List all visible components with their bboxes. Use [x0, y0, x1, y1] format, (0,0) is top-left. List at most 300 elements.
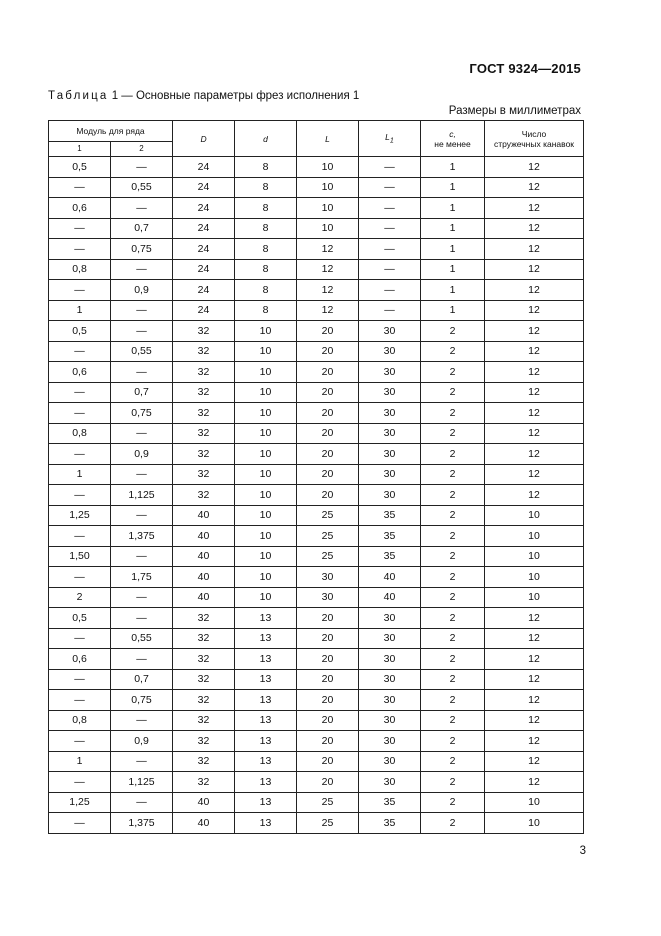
cell-d: 8 [235, 198, 297, 219]
cell-c: 2 [421, 485, 485, 506]
cell-L: 20 [297, 608, 359, 629]
cell-module-row1: 1 [49, 300, 111, 321]
cell-grooves: 12 [485, 485, 584, 506]
cell-L1: 30 [359, 403, 421, 424]
cell-L: 20 [297, 690, 359, 711]
table-row [49, 669, 584, 690]
cell-L: 20 [297, 628, 359, 649]
cell-L1: 35 [359, 526, 421, 547]
cell-c: 1 [421, 280, 485, 301]
cell-D: 24 [173, 218, 235, 239]
cell-grooves: 12 [485, 669, 584, 690]
cell-grooves: 12 [485, 751, 584, 772]
cell-D: 32 [173, 608, 235, 629]
cell-module-row1: — [49, 239, 111, 260]
cell-d: 10 [235, 485, 297, 506]
cell-module-row2: — [111, 649, 173, 670]
cell-module-row1: 0,8 [49, 710, 111, 731]
cell-d: 13 [235, 751, 297, 772]
table-row [49, 628, 584, 649]
table-row [49, 587, 584, 608]
cell-module-row2: 0,55 [111, 177, 173, 198]
col-header-D: D [173, 121, 235, 157]
table-row [49, 423, 584, 444]
cell-grooves: 12 [485, 608, 584, 629]
cell-c: 2 [421, 382, 485, 403]
cell-D: 32 [173, 731, 235, 752]
cell-grooves: 12 [485, 280, 584, 301]
table-row [49, 690, 584, 711]
cell-d: 10 [235, 403, 297, 424]
cell-grooves: 12 [485, 423, 584, 444]
cell-module-row2: — [111, 751, 173, 772]
table-row [49, 403, 584, 424]
cell-D: 32 [173, 628, 235, 649]
table-row [49, 567, 584, 588]
cell-d: 10 [235, 341, 297, 362]
cell-d: 8 [235, 259, 297, 280]
cell-module-row2: — [111, 423, 173, 444]
cell-c: 2 [421, 669, 485, 690]
cell-L1: — [359, 198, 421, 219]
cell-L: 20 [297, 649, 359, 670]
cell-L1: 30 [359, 362, 421, 383]
cell-d: 8 [235, 280, 297, 301]
cell-L: 20 [297, 751, 359, 772]
cell-module-row1: 0,6 [49, 362, 111, 383]
table-caption [48, 90, 359, 102]
table-row [49, 751, 584, 772]
cell-c: 2 [421, 731, 485, 752]
cell-L: 10 [297, 157, 359, 178]
cell-L1: — [359, 259, 421, 280]
cell-L1: — [359, 157, 421, 178]
cell-D: 32 [173, 669, 235, 690]
table-row [49, 526, 584, 547]
cell-module-row2: — [111, 321, 173, 342]
cell-c: 1 [421, 157, 485, 178]
cell-module-row2: — [111, 198, 173, 219]
cell-D: 40 [173, 546, 235, 567]
cell-D: 32 [173, 321, 235, 342]
cell-L1: — [359, 177, 421, 198]
cell-L: 20 [297, 731, 359, 752]
cell-c: 2 [421, 403, 485, 424]
cell-d: 13 [235, 731, 297, 752]
cell-c: 2 [421, 792, 485, 813]
col-header-grooves-line2: стружечных канавок [494, 138, 575, 149]
cell-c: 1 [421, 300, 485, 321]
cell-D: 24 [173, 157, 235, 178]
cell-d: 10 [235, 464, 297, 485]
cell-d: 10 [235, 587, 297, 608]
cell-L1: 30 [359, 628, 421, 649]
cell-module-row1: 1,50 [49, 546, 111, 567]
cell-grooves: 12 [485, 218, 584, 239]
cell-module-row1: 0,8 [49, 423, 111, 444]
cell-c: 2 [421, 362, 485, 383]
cell-c: 1 [421, 198, 485, 219]
cell-module-row1: — [49, 218, 111, 239]
cell-L: 25 [297, 792, 359, 813]
cell-module-row1: — [49, 485, 111, 506]
cell-grooves: 12 [485, 772, 584, 793]
cell-d: 8 [235, 157, 297, 178]
cell-grooves: 12 [485, 690, 584, 711]
cell-c: 2 [421, 546, 485, 567]
col-header-grooves [485, 121, 584, 157]
cell-module-row2: 0,75 [111, 239, 173, 260]
cell-grooves: 10 [485, 587, 584, 608]
table-row [49, 772, 584, 793]
cell-c: 2 [421, 423, 485, 444]
col-header-L1-sub: 1 [389, 136, 394, 145]
cell-L1: 30 [359, 731, 421, 752]
cell-c: 2 [421, 628, 485, 649]
cell-L1: 30 [359, 751, 421, 772]
col-header-c [421, 121, 485, 157]
cell-c: 2 [421, 464, 485, 485]
cell-c: 1 [421, 218, 485, 239]
cell-grooves: 12 [485, 444, 584, 465]
cell-module-row1: — [49, 382, 111, 403]
cell-grooves: 12 [485, 628, 584, 649]
cell-module-row1: — [49, 526, 111, 547]
cell-L1: — [359, 300, 421, 321]
page-number: 3 [579, 845, 586, 857]
cell-grooves: 12 [485, 198, 584, 219]
cell-grooves: 12 [485, 157, 584, 178]
cell-module-row1: — [49, 444, 111, 465]
cell-D: 24 [173, 239, 235, 260]
cell-L1: 35 [359, 792, 421, 813]
cell-D: 24 [173, 280, 235, 301]
cell-L1: 30 [359, 649, 421, 670]
cell-L1: — [359, 218, 421, 239]
cell-grooves: 12 [485, 382, 584, 403]
cell-module-row1: 0,6 [49, 649, 111, 670]
cell-L1: 30 [359, 321, 421, 342]
cell-d: 10 [235, 362, 297, 383]
table-row [49, 444, 584, 465]
cell-module-row1: — [49, 813, 111, 834]
cell-d: 13 [235, 669, 297, 690]
cell-L: 20 [297, 362, 359, 383]
table-row [49, 198, 584, 219]
cell-module-row2: 0,9 [111, 731, 173, 752]
table-row [49, 218, 584, 239]
cell-grooves: 10 [485, 567, 584, 588]
cell-module-row1: 0,5 [49, 321, 111, 342]
cell-L1: 30 [359, 710, 421, 731]
table-row [49, 608, 584, 629]
cell-module-row2: — [111, 259, 173, 280]
cell-L: 10 [297, 177, 359, 198]
cell-L1: 30 [359, 341, 421, 362]
module-header: Модуль для ряда [49, 121, 173, 142]
cell-d: 10 [235, 505, 297, 526]
standard-code: ГОСТ 9324—2015 [469, 61, 581, 76]
cell-L: 30 [297, 567, 359, 588]
cell-grooves: 12 [485, 321, 584, 342]
cell-module-row1: — [49, 567, 111, 588]
cell-D: 32 [173, 649, 235, 670]
cell-L1: 30 [359, 690, 421, 711]
cell-L: 20 [297, 669, 359, 690]
cell-grooves: 12 [485, 710, 584, 731]
cell-D: 32 [173, 710, 235, 731]
cell-d: 13 [235, 690, 297, 711]
cell-L1: 30 [359, 669, 421, 690]
cell-L: 12 [297, 300, 359, 321]
cell-d: 8 [235, 300, 297, 321]
cell-d: 13 [235, 792, 297, 813]
col-header-L: L [297, 121, 359, 157]
cell-module-row1: — [49, 403, 111, 424]
table-row [49, 485, 584, 506]
parameters-table [48, 120, 584, 834]
cell-module-row2: — [111, 505, 173, 526]
cell-module-row1: — [49, 280, 111, 301]
cell-c: 2 [421, 751, 485, 772]
col-header-c-line2: не менее [434, 138, 471, 149]
cell-d: 10 [235, 321, 297, 342]
table-row [49, 649, 584, 670]
cell-module-row2: 1,75 [111, 567, 173, 588]
cell-module-row1: — [49, 690, 111, 711]
cell-module-row2: 0,7 [111, 382, 173, 403]
cell-c: 2 [421, 772, 485, 793]
cell-D: 32 [173, 362, 235, 383]
col-header-grooves-line1: Число [521, 128, 547, 139]
table-row [49, 239, 584, 260]
cell-grooves: 12 [485, 649, 584, 670]
cell-module-row1: 2 [49, 587, 111, 608]
cell-module-row2: 0,75 [111, 690, 173, 711]
cell-module-row1: — [49, 177, 111, 198]
table-row [49, 341, 584, 362]
table-row [49, 464, 584, 485]
cell-D: 40 [173, 526, 235, 547]
cell-D: 32 [173, 751, 235, 772]
cell-c: 2 [421, 608, 485, 629]
cell-D: 40 [173, 792, 235, 813]
table-row [49, 157, 584, 178]
cell-module-row1: 1 [49, 751, 111, 772]
cell-L: 25 [297, 546, 359, 567]
cell-grooves: 12 [485, 300, 584, 321]
cell-d: 13 [235, 608, 297, 629]
cell-D: 32 [173, 403, 235, 424]
units-note: Размеры в миллиметрах [448, 105, 581, 117]
cell-L1: 35 [359, 813, 421, 834]
cell-d: 10 [235, 423, 297, 444]
cell-D: 32 [173, 444, 235, 465]
cell-module-row2: 0,55 [111, 341, 173, 362]
cell-module-row2: — [111, 710, 173, 731]
table-row [49, 792, 584, 813]
cell-L: 20 [297, 403, 359, 424]
cell-grooves: 12 [485, 239, 584, 260]
cell-module-row2: 1,375 [111, 526, 173, 547]
cell-L1: 30 [359, 423, 421, 444]
cell-L1: — [359, 239, 421, 260]
cell-module-row1: — [49, 628, 111, 649]
cell-c: 2 [421, 444, 485, 465]
cell-module-row2: 1,375 [111, 813, 173, 834]
cell-d: 10 [235, 444, 297, 465]
cell-grooves: 10 [485, 505, 584, 526]
cell-d: 13 [235, 649, 297, 670]
table-row [49, 280, 584, 301]
cell-module-row2: 0,9 [111, 280, 173, 301]
cell-module-row2: — [111, 608, 173, 629]
cell-module-row2: 0,55 [111, 628, 173, 649]
cell-d: 10 [235, 546, 297, 567]
cell-grooves: 12 [485, 341, 584, 362]
cell-module-row1: 1,25 [49, 792, 111, 813]
cell-c: 2 [421, 505, 485, 526]
cell-L: 10 [297, 198, 359, 219]
cell-L: 25 [297, 813, 359, 834]
cell-L1: 30 [359, 382, 421, 403]
cell-c: 2 [421, 341, 485, 362]
cell-L1: 30 [359, 464, 421, 485]
cell-module-row2: 1,125 [111, 485, 173, 506]
cell-L1: 40 [359, 567, 421, 588]
cell-L: 20 [297, 772, 359, 793]
cell-module-row1: — [49, 341, 111, 362]
table-row [49, 813, 584, 834]
table-row [49, 321, 584, 342]
cell-L: 12 [297, 259, 359, 280]
cell-grooves: 10 [485, 792, 584, 813]
cell-module-row2: 0,75 [111, 403, 173, 424]
table-caption-text: 1 — Основные параметры фрез исполнения 1 [108, 90, 360, 102]
cell-grooves: 12 [485, 259, 584, 280]
table-body [49, 157, 584, 834]
cell-c: 1 [421, 239, 485, 260]
table-row [49, 300, 584, 321]
cell-module-row2: 0,9 [111, 444, 173, 465]
cell-d: 10 [235, 382, 297, 403]
table-row [49, 731, 584, 752]
cell-d: 10 [235, 567, 297, 588]
cell-L1: 40 [359, 587, 421, 608]
cell-module-row1: — [49, 669, 111, 690]
cell-L: 25 [297, 526, 359, 547]
cell-module-row1: 0,6 [49, 198, 111, 219]
cell-L1: 30 [359, 485, 421, 506]
cell-D: 32 [173, 464, 235, 485]
col-header-L1 [359, 121, 421, 157]
cell-module-row2: — [111, 464, 173, 485]
cell-D: 24 [173, 259, 235, 280]
cell-D: 24 [173, 198, 235, 219]
table-row [49, 505, 584, 526]
cell-module-row1: 0,5 [49, 608, 111, 629]
cell-D: 32 [173, 690, 235, 711]
cell-L: 10 [297, 218, 359, 239]
cell-c: 2 [421, 690, 485, 711]
cell-module-row2: 1,125 [111, 772, 173, 793]
table-row [49, 259, 584, 280]
cell-c: 2 [421, 649, 485, 670]
cell-L: 20 [297, 321, 359, 342]
cell-d: 13 [235, 710, 297, 731]
cell-D: 32 [173, 382, 235, 403]
cell-module-row2: — [111, 792, 173, 813]
table-row [49, 382, 584, 403]
cell-c: 2 [421, 710, 485, 731]
cell-L: 12 [297, 280, 359, 301]
cell-grooves: 12 [485, 464, 584, 485]
table-row [49, 710, 584, 731]
cell-D: 32 [173, 485, 235, 506]
table-row [49, 362, 584, 383]
cell-L: 20 [297, 341, 359, 362]
cell-grooves: 12 [485, 731, 584, 752]
cell-module-row1: 1 [49, 464, 111, 485]
cell-L: 20 [297, 710, 359, 731]
cell-D: 40 [173, 813, 235, 834]
cell-module-row1: 0,5 [49, 157, 111, 178]
cell-L: 20 [297, 382, 359, 403]
cell-grooves: 10 [485, 526, 584, 547]
cell-L: 20 [297, 444, 359, 465]
cell-c: 2 [421, 526, 485, 547]
cell-d: 13 [235, 628, 297, 649]
table-caption-label: Таблица [48, 90, 109, 102]
cell-L1: 30 [359, 772, 421, 793]
cell-L1: 35 [359, 505, 421, 526]
cell-module-row2: — [111, 300, 173, 321]
cell-L: 30 [297, 587, 359, 608]
cell-L1: — [359, 280, 421, 301]
table-row [49, 177, 584, 198]
cell-c: 2 [421, 587, 485, 608]
col-header-L1-main: L [385, 131, 390, 142]
cell-L: 25 [297, 505, 359, 526]
cell-L: 20 [297, 485, 359, 506]
cell-module-row2: 0,7 [111, 669, 173, 690]
cell-module-row1: 1,25 [49, 505, 111, 526]
cell-L: 20 [297, 423, 359, 444]
cell-d: 8 [235, 239, 297, 260]
cell-d: 10 [235, 526, 297, 547]
cell-D: 32 [173, 423, 235, 444]
table-row [49, 546, 584, 567]
cell-d: 8 [235, 218, 297, 239]
cell-d: 13 [235, 813, 297, 834]
cell-D: 40 [173, 567, 235, 588]
col-header-d: d [235, 121, 297, 157]
cell-L: 20 [297, 464, 359, 485]
cell-module-row2: — [111, 157, 173, 178]
cell-module-row2: 0,7 [111, 218, 173, 239]
cell-d: 8 [235, 177, 297, 198]
cell-L1: 30 [359, 444, 421, 465]
cell-module-row2: — [111, 587, 173, 608]
cell-c: 1 [421, 177, 485, 198]
cell-c: 2 [421, 567, 485, 588]
cell-module-row1: — [49, 731, 111, 752]
cell-L1: 35 [359, 546, 421, 567]
cell-D: 40 [173, 505, 235, 526]
cell-grooves: 12 [485, 177, 584, 198]
cell-module-row1: — [49, 772, 111, 793]
cell-grooves: 10 [485, 813, 584, 834]
